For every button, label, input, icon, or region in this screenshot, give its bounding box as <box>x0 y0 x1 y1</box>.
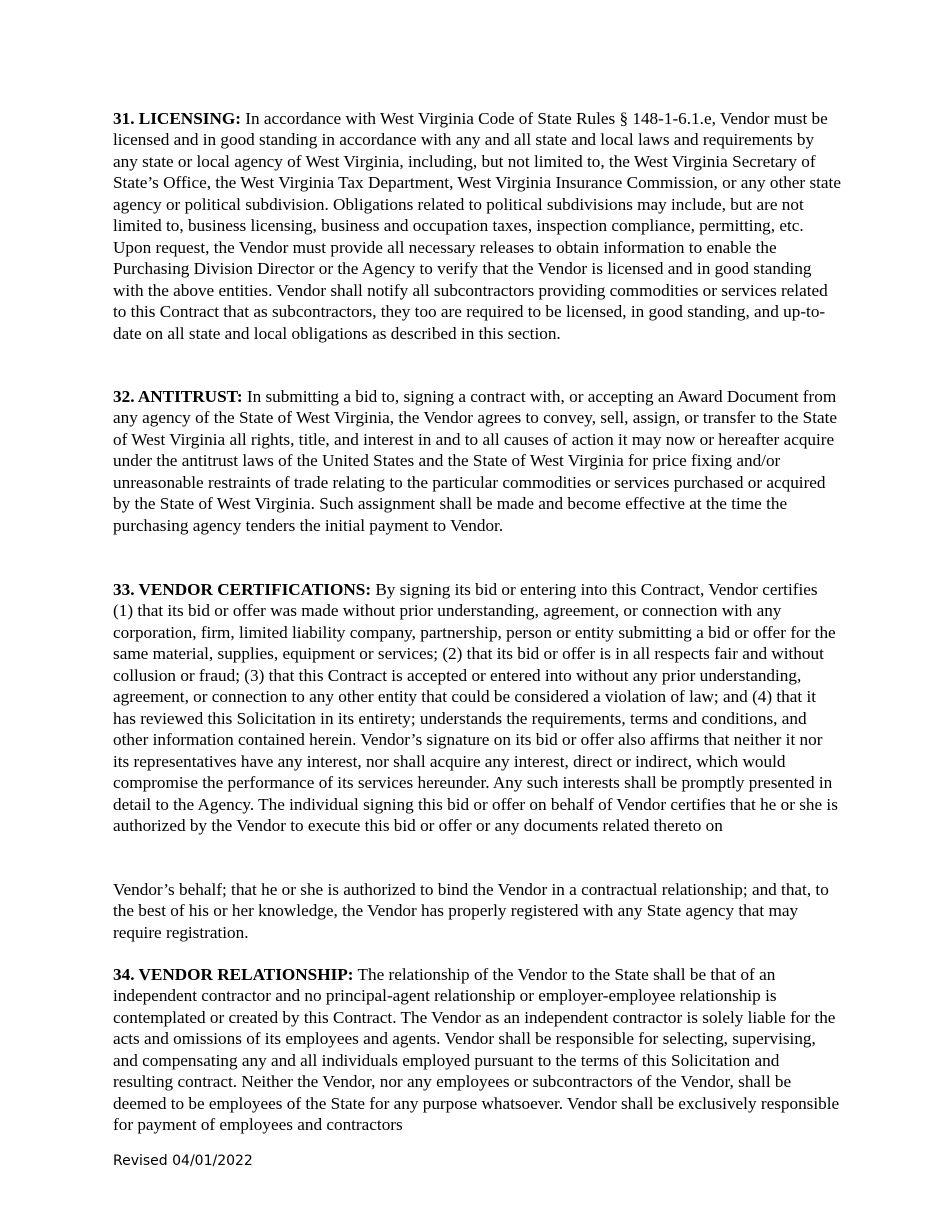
section-heading: 31. LICENSING: <box>113 109 241 128</box>
section-heading: 33. VENDOR CERTIFICATIONS: <box>113 580 372 599</box>
section-body: The relationship of the Vendor to the State shall be that of an independent contractor and no principal-agent relationship or employer-employee relationship is contemplated or created by this Contract. The Vendor as an independent contractor is solely liable for the acts and omissions of its employees and agents. Vendor shall be responsible for selecting, supervising, and compensating any and all individuals employed pursuant to the terms of this Solicitation and resulting contract. Neither the Vendor, nor any employees or subcontractors of the Vendor, shall be deemed to be employees of the State for any purpose whatsoever. Vendor shall be exclusively responsible for payment of employees and contractors <box>113 965 840 1135</box>
section-body: In submitting a bid to, signing a contract with, or accepting an Award Document from any agency of the State of West Virginia, the Vendor agrees to convey, sell, assign, or transfer to the State of West Virginia all rights, title, and interest in and to all causes of action it may now or hereafter acquire under the antitrust laws of the United States and the State of West Virginia for price fixing and/or unreasonable restraints of trade relating to the particular commodities or services purchased or acquired by the State of West Virginia. Such assignment shall be made and become effective at the time the purchasing agency tenders the initial payment to Vendor. <box>113 387 838 535</box>
revision-footer: Revised 04/01/2022 <box>113 1153 253 1169</box>
section-heading: 32. ANTITRUST: <box>113 387 243 406</box>
section-heading: 34. VENDOR RELATIONSHIP: <box>113 965 354 984</box>
section-33-continuation: Vendor’s behalf; that he or she is authorized to bind the Vendor in a contractual relationship; and that, to the best of his or her knowledge, the Vendor has properly registered with any State agency that may require registration. <box>113 880 829 942</box>
section-31-licensing <box>113 108 841 344</box>
section-33-vendor-certifications <box>113 579 841 836</box>
section-34-vendor-relationship <box>113 964 841 1136</box>
section-body: In accordance with West Virginia Code of State Rules § 148-1-6.1.e, Vendor must be licensed and in good standing in accordance with any and all state and local laws and requirements by any state or local agency of West Virginia, including, but not limited to, the West Virginia Secretary of State’s Office, the West Virginia Tax Department, West Virginia Insurance Commission, or any other state agency or political subdivision. Obligations related to political subdivisions may include, but are not limited to, business licensing, business and occupation taxes, inspection compliance, permitting, etc. Upon request, the Vendor must provide all necessary releases to obtain information to enable the Purchasing Division Director or the Agency to verify that the Vendor is licensed and in good standing with the above entities. Vendor shall notify all subcontractors providing commodities or services related to this Contract that as subcontractors, they too are required to be licensed, in good standing, and up-to-date on all state and local obligations as described in this section. <box>113 109 841 343</box>
section-body: By signing its bid or entering into this Contract, Vendor certifies (1) that its bid or offer was made without prior understanding, agreement, or connection with any corporation, firm, limited liability company, partnership, person or entity submitting a bid or offer for the same material, supplies, equipment or services; (2) that its bid or offer is in all respects fair and without collusion or fraud; (3) that this Contract is accepted or entered into without any prior understanding, agreement, or connection to any other entity that could be considered a violation of law; and (4) that it has reviewed this Solicitation in its entirety; understands the requirements, terms and conditions, and other information contained herein. Vendor’s signature on its bid or offer also affirms that neither it nor its representatives have any interest, nor shall acquire any interest, direct or indirect, which would compromise the performance of its services hereunder. Any such interests shall be promptly presented in detail to the Agency. The individual signing this bid or offer on behalf of Vendor certifies that he or she is authorized by the Vendor to execute this bid or offer or any documents related thereto on <box>113 580 838 835</box>
section-32-antitrust <box>113 386 841 536</box>
